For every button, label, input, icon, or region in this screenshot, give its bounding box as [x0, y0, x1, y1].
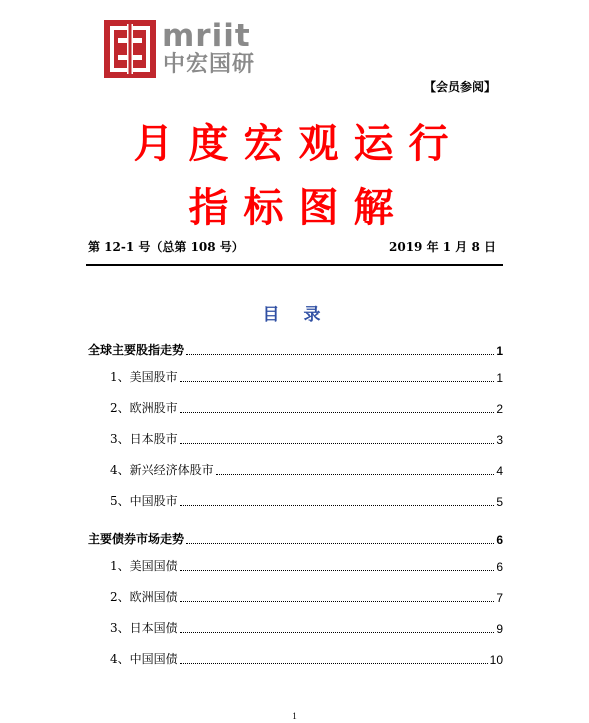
toc-item-label: 4、新兴经济体股市: [110, 463, 214, 477]
toc-item[interactable]: [110, 620, 503, 636]
member-tag: 【会员参阅】: [423, 80, 496, 94]
toc-section-label: 主要债券市场走势: [88, 532, 185, 546]
toc-leader: [180, 442, 495, 444]
toc-item[interactable]: [110, 589, 503, 605]
toc-page-number: 6: [496, 533, 503, 547]
toc-item[interactable]: [110, 400, 503, 416]
logo: [104, 18, 264, 80]
toc-leader: [180, 631, 495, 633]
toc-page-number: 4: [496, 464, 503, 478]
toc-page-number: 6: [496, 560, 503, 574]
toc-leader: [180, 380, 495, 382]
footer-page-number: 1: [292, 711, 297, 721]
mriit-logo-mark-icon: [104, 20, 156, 78]
issue-number: 第 12-1 号（总第 108 号）: [88, 240, 244, 254]
toc-leader: [180, 504, 495, 506]
toc-page-number: 1: [496, 371, 503, 385]
toc-item[interactable]: [110, 558, 503, 574]
toc-item-label: 1、美国股市: [110, 370, 178, 384]
header-divider: [86, 264, 503, 266]
toc-item[interactable]: [110, 462, 503, 478]
toc-item-label: 2、欧洲国债: [110, 590, 178, 604]
toc-item-label: 2、欧洲股市: [110, 401, 178, 415]
toc-item-label: 3、日本股市: [110, 432, 178, 446]
toc-section[interactable]: [88, 531, 503, 547]
toc-leader: [180, 411, 495, 413]
logo-text-en: mriit: [162, 18, 251, 54]
toc-leader: [180, 569, 495, 571]
toc-item-label: 4、中国国债: [110, 652, 178, 666]
toc-leader: [180, 662, 488, 664]
report-title-line2: 指标图解: [188, 184, 409, 231]
toc-page-number: 5: [496, 495, 503, 509]
report-title-line1: 月度宏观运行: [133, 120, 464, 167]
toc-page-number: 3: [496, 433, 503, 447]
toc-section[interactable]: [88, 342, 503, 358]
toc-item-label: 1、美国国债: [110, 559, 178, 573]
toc-leader: [186, 353, 494, 355]
toc-page-number: 9: [496, 622, 503, 636]
toc-page-number: 1: [496, 344, 503, 358]
toc-page-number: 2: [496, 402, 503, 416]
toc-heading: 目录: [262, 305, 345, 325]
issue-date: 2019 年 1 月 8 日: [389, 240, 496, 254]
toc-item-label: 3、日本国债: [110, 621, 178, 635]
toc-item[interactable]: [110, 651, 503, 667]
toc-leader: [216, 473, 495, 475]
logo-text-cn: 中宏国研: [163, 52, 256, 77]
toc-leader: [180, 600, 495, 602]
toc-item[interactable]: [110, 369, 503, 385]
toc-page-number: 10: [489, 653, 503, 667]
toc-page-number: 7: [496, 591, 503, 605]
toc-leader: [186, 542, 494, 544]
toc-item-label: 5、中国股市: [110, 494, 178, 508]
toc-item[interactable]: [110, 493, 503, 509]
toc-section-label: 全球主要股指走势: [88, 343, 185, 357]
toc-item[interactable]: [110, 431, 503, 447]
